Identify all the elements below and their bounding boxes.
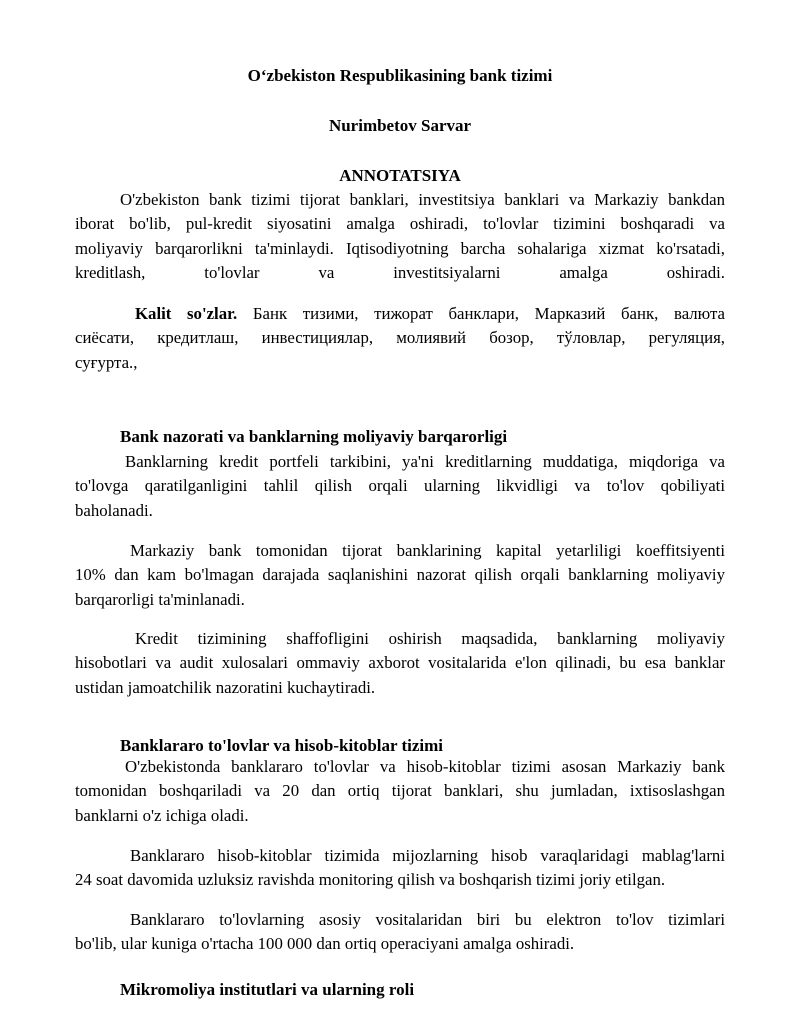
- text-line: сиёсати, кредитлаш, инвестициялар, молиявий бозор, тўловлар, регуляция,: [75, 328, 725, 348]
- section2-paragraph-3: [75, 908, 725, 957]
- text-line: ustidan jamoatchilik nazoratini kuchaytiradi.: [75, 677, 376, 697]
- document-page: [75, 0, 725, 1035]
- section1-paragraph-3: [75, 627, 725, 700]
- text-line: bo'lib, ular kuniga o'rtacha 100 000 dan ortiq operaciyani amalga oshiradi.: [75, 934, 575, 954]
- text-line: суғурта.,: [75, 352, 138, 372]
- annotation-paragraph: [75, 188, 725, 285]
- section-heading-microfinance: Mikromoliya institutlari va ularning roli: [120, 980, 415, 999]
- text-line: moliyaviy barqarorlikni ta'minlaydi. Iqtisodiyotning barcha sohalariga xizmat ko'rsatadi,: [75, 238, 725, 258]
- keywords-label: Kalit so'zlar.: [135, 304, 238, 323]
- keywords-first-line: Банк тизими, тижорат банклари, Марказий банк, валюта: [252, 304, 725, 323]
- section2-paragraph-2: [75, 844, 725, 893]
- document-author: Nurimbetov Sarvar: [328, 116, 472, 135]
- text-line: 10% dan kam bo'lmagan darajada saqlanishini nazorat qilish orqali banklarning moliyaviy: [75, 565, 725, 585]
- text-line: baholanadi.: [75, 500, 153, 520]
- text-line: Markaziy bank tomonidan tijorat banklarining kapital yetarliligi koeffitsiyenti: [130, 541, 725, 560]
- text-line: barqarorligi ta'minlanadi.: [75, 589, 245, 609]
- text-line: banklarni o'z ichiga oladi.: [75, 805, 249, 825]
- text-line: Banklararo to'lovlarning asosiy vositalaridan biri bu elektron to'lov tizimlari: [130, 910, 725, 929]
- text-line: O'zbekiston bank tizimi tijorat banklari, investitsiya banklari va Markaziy bankdan: [120, 190, 725, 209]
- text-line: 24 soat davomida uzluksiz ravishda monitoring qilish va boshqarish tizimi joriy etilgan.: [75, 870, 666, 890]
- text-line: to'lovga qaratilganligini tahlil qilish orqali ularning likvidligi va to'lov qobiliyati: [75, 476, 725, 496]
- text-line: Banklararo hisob-kitoblar tizimida mijozlarning hisob varaqlaridagi mablag'larni: [130, 846, 725, 865]
- section1-paragraph-1: [75, 450, 725, 523]
- text-line: Banklarning kredit portfeli tarkibini, ya'ni kreditlarning muddatiga, miqdoriga va: [125, 452, 725, 471]
- section2-paragraph-1: [75, 755, 725, 828]
- annotation-heading: ANNOTATSIYA: [339, 166, 461, 185]
- section1-paragraph-2: [75, 539, 725, 612]
- text-line: iborat bo'lib, pul-kredit siyosatini amalga oshiradi, to'lovlar tizimini boshqaradi va: [75, 214, 725, 234]
- text-line: tomonidan boshqariladi va 20 dan ortiq tijorat banklari, shu jumladan, ixtisoslashgan: [75, 781, 725, 801]
- text-line: hisobotlari va audit xulosalari ommaviy axborot vositalarida e'lon qilinadi, bu esa banklar: [75, 653, 725, 673]
- section-heading-interbank-payments: Banklararo to'lovlar va hisob-kitoblar tizimi: [120, 736, 444, 755]
- section-heading-bank-supervision: Bank nazorati va banklarning moliyaviy barqarorligi: [120, 427, 508, 446]
- text-line: Kredit tizimining shaffofligini oshirish maqsadida, banklarning moliyaviy: [135, 629, 725, 648]
- text-line: [75, 302, 725, 326]
- keywords-paragraph: [75, 302, 725, 375]
- text-line: O'zbekistonda banklararo to'lovlar va hisob-kitoblar tizimi asosan Markaziy bank: [125, 757, 725, 776]
- document-title: O‘zbekiston Respublikasining bank tizimi: [247, 66, 553, 85]
- text-line: kreditlash, to'lovlar va investitsiyalarni amalga oshiradi.: [75, 262, 725, 282]
